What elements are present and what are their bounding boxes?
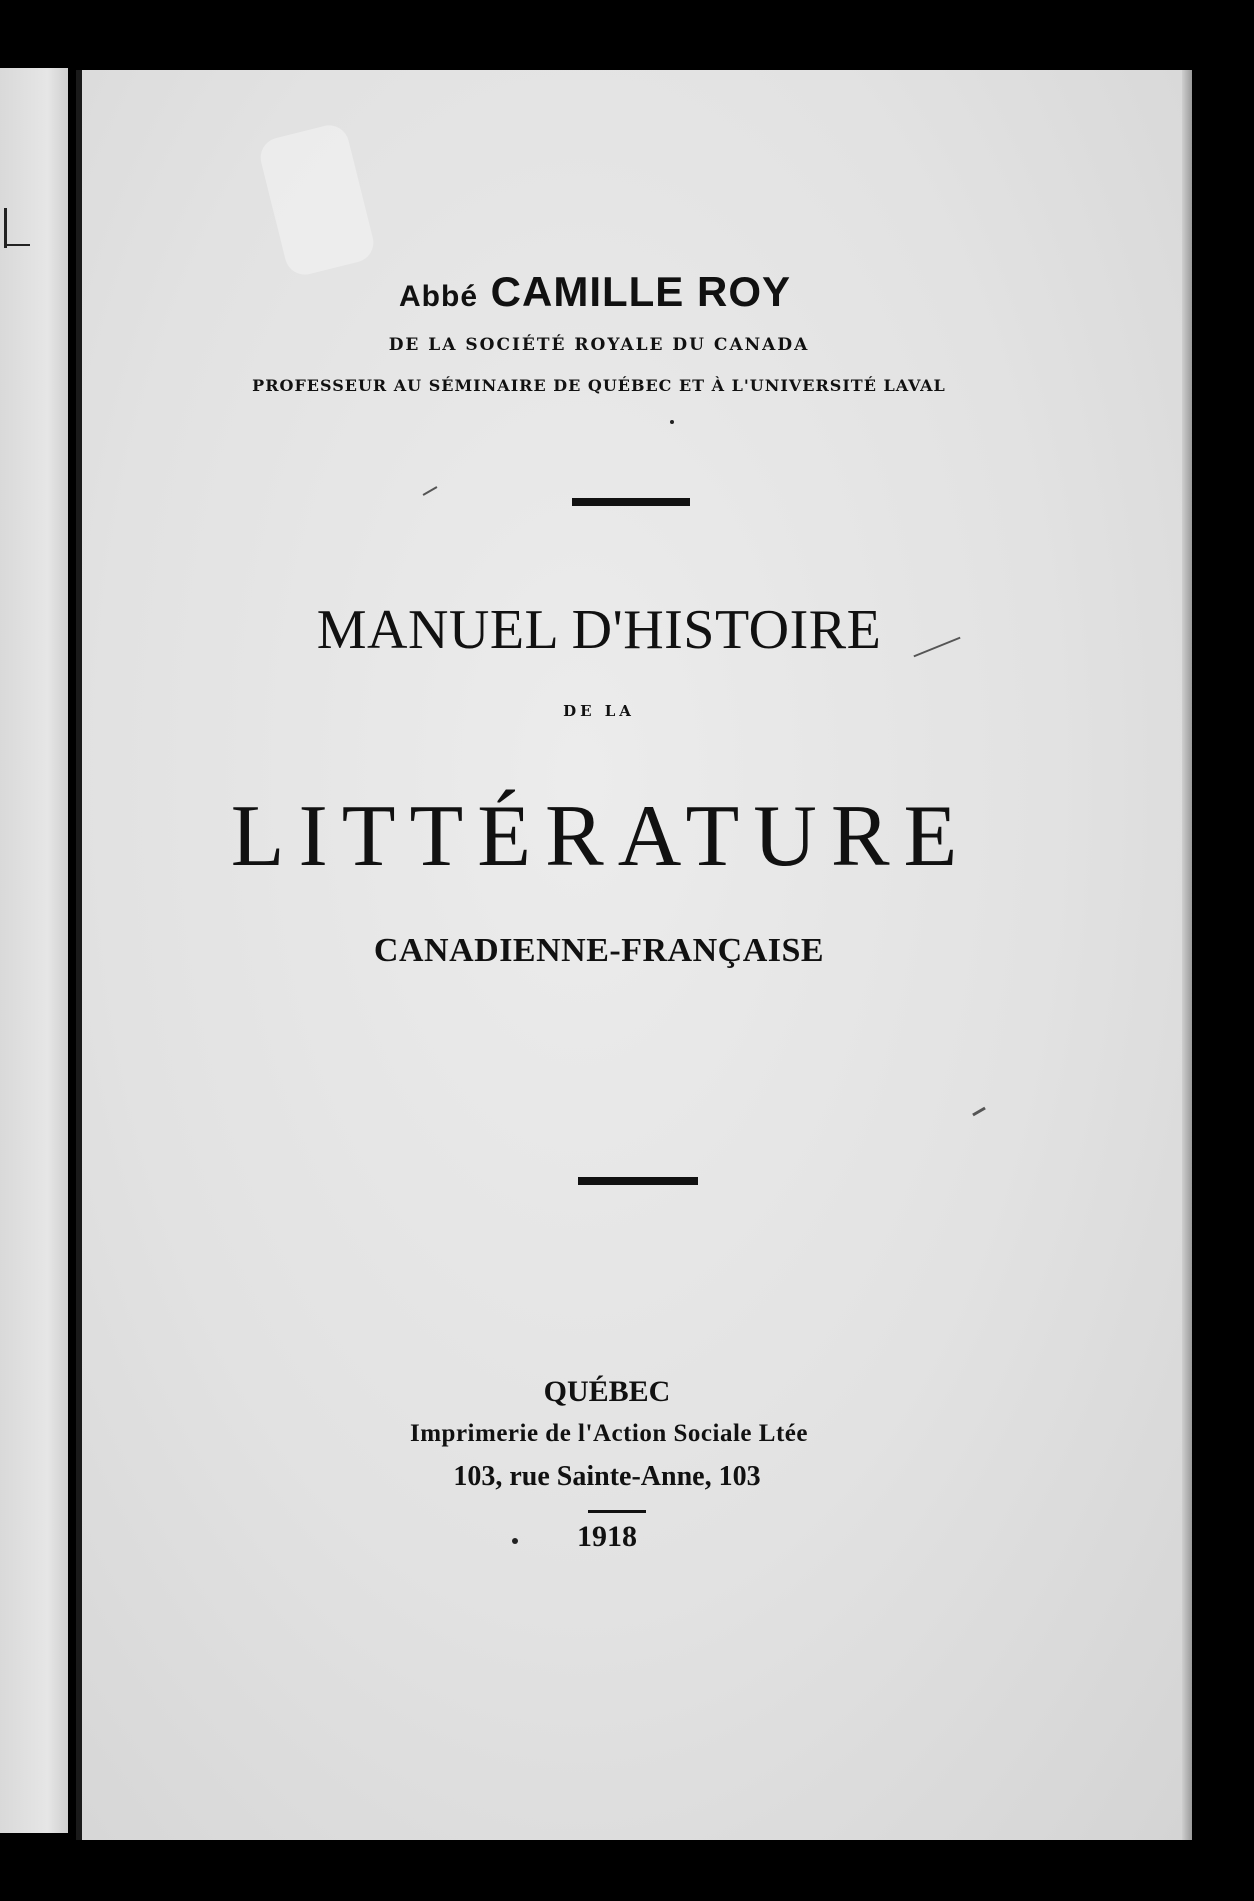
facing-page-mark	[4, 244, 30, 246]
page-edge-shadow	[1182, 70, 1192, 1840]
paper-scratch	[972, 1107, 986, 1117]
paper-smudge	[256, 121, 377, 279]
title-line-canadienne: CANADIENNE-FRANÇAISE	[373, 932, 825, 969]
author-name: CAMILLE ROY	[490, 268, 791, 315]
author-affiliation-professor: PROFESSEUR AU SÉMINAIRE DE QUÉBEC ET À L'UNIVERSITÉ LAVAL	[252, 376, 946, 395]
author-affiliation-society: DE LA SOCIÉTÉ ROYALE DU CANADA	[388, 335, 810, 355]
ink-dot	[670, 420, 674, 424]
imprint-city: QUÉBEC	[543, 1375, 671, 1408]
imprint-address: 103, rue Sainte-Anne, 103	[453, 1461, 761, 1492]
title-line-de-la: DE LA	[563, 702, 635, 720]
imprint-small-rule	[588, 1510, 646, 1513]
bottom-divider-rule	[578, 1177, 698, 1185]
imprint-printer	[56, 1420, 1162, 1448]
printer-suffix: Ltée	[758, 1420, 808, 1447]
author-prefix: Abbé	[399, 280, 478, 313]
paper-scratch	[423, 486, 438, 496]
printer-sociale: Sociale	[673, 1420, 753, 1447]
facing-page-mark-vertical	[4, 208, 7, 248]
title-line-manuel: MANUEL D'HISTOIRE	[316, 599, 882, 661]
title-page	[76, 70, 1188, 1840]
printer-prefix: Imprimerie de l'	[410, 1420, 593, 1447]
top-divider-rule	[572, 498, 690, 506]
title-line-litterature: LITTÉRATURE	[230, 788, 972, 885]
printer-action: Action	[592, 1420, 667, 1447]
ink-dot	[512, 1538, 518, 1544]
author-line	[42, 268, 1148, 316]
imprint-year: 1918	[577, 1520, 637, 1553]
